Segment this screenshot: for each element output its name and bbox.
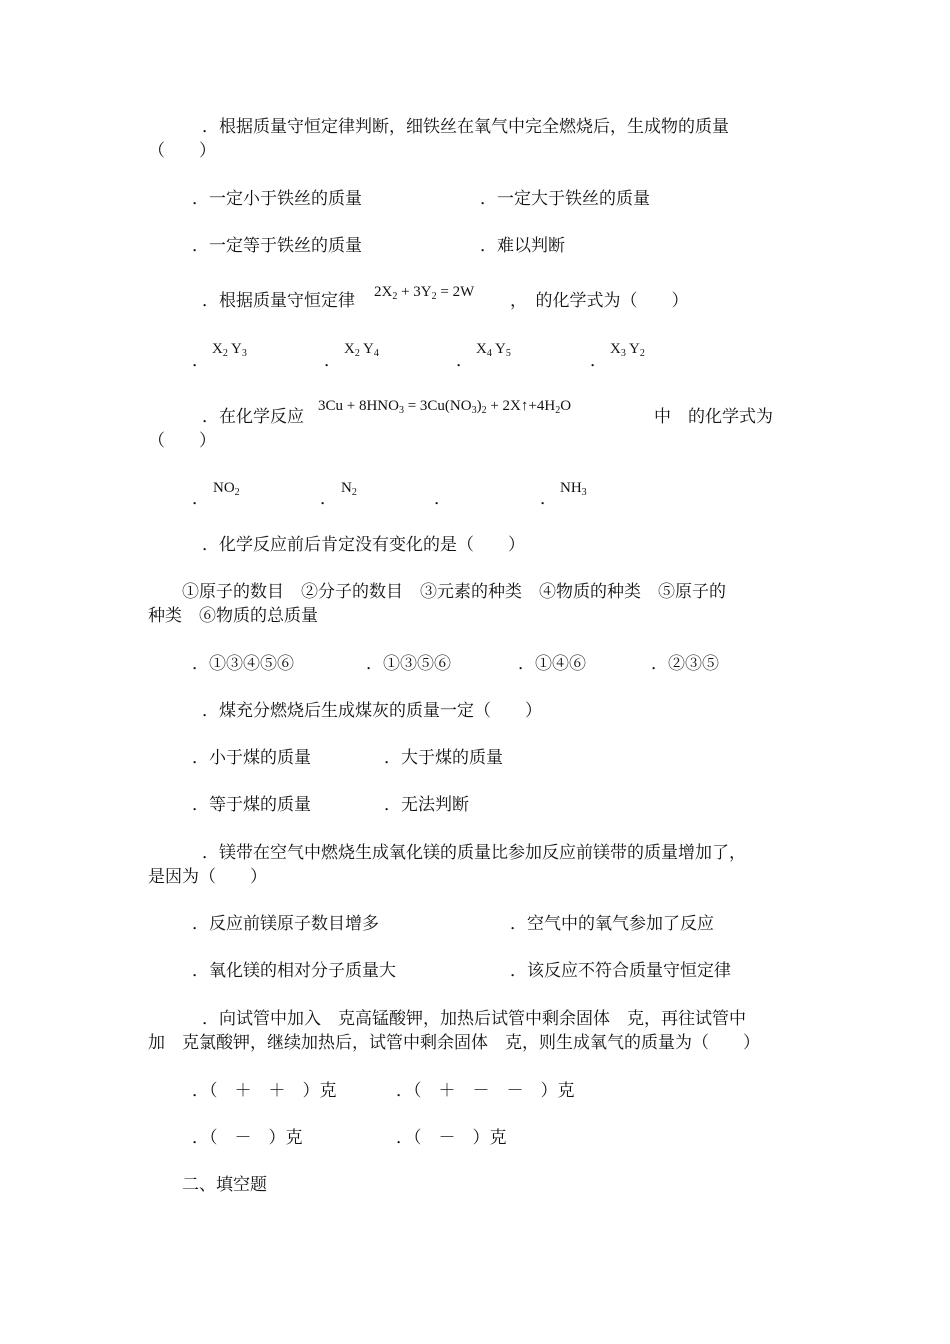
q5-option-c: ．等于煤的质量	[192, 795, 311, 815]
q1-option-c: ．一定等于铁丝的质量	[192, 236, 362, 256]
q2-stem-a: ．根据质量守恒定律	[202, 291, 355, 311]
q3-equation: $3Cu + 8HNO_3 = 3Cu(NO_3)_2$ + $2X↑+4H_2O$	[318, 398, 572, 416]
q2-option-b-formula: $X_2$ $Y_4$	[344, 341, 379, 359]
q2-option-d-formula: $X_3$ $Y_2$	[610, 341, 645, 359]
q5-stem: ．煤充分燃烧后生成煤灰的质量一定（ ）	[202, 701, 542, 721]
q6-stem: ．镁带在空气中燃烧生成氧化镁的质量比参加反应前镁带的质量增加了，	[202, 843, 746, 863]
q7-option-b: ．（ ＋ － － ）克	[396, 1081, 575, 1101]
q3-option-a: ．	[192, 489, 209, 509]
q1-option-a: ．一定小于铁丝的质量	[192, 189, 362, 209]
q3-option-a-formula: $NO_2$	[213, 480, 240, 498]
q3-stem-b: 中 的化学式为	[654, 407, 773, 427]
q2-option-a: ．	[192, 351, 209, 371]
q3-bracket: （ ）	[148, 431, 216, 451]
q3-option-b: ．	[320, 489, 337, 509]
q2-option-d: ．	[590, 351, 607, 371]
q4-items-line2: 种类 ⑥物质的总质量	[148, 606, 318, 626]
q6-option-d: ．该反应不符合质量守恒定律	[510, 961, 731, 981]
q4-option-a: ．①③④⑤⑥	[192, 654, 294, 674]
q6-stem-2: 是因为（ ）	[148, 867, 267, 887]
q5-option-b: ．大于煤的质量	[384, 748, 503, 768]
section-heading: 二、填空题	[182, 1175, 267, 1195]
q1-stem: ．根据质量守恒定律判断，细铁丝在氧气中完全燃烧后，生成物的质量	[202, 117, 729, 137]
q7-option-c: ．（ － ）克	[192, 1128, 303, 1148]
q3-option-d: ．	[540, 489, 557, 509]
q3-option-c: ．	[434, 489, 451, 509]
q4-items-line1: ①原子的数目 ②分子的数目 ③元素的种类 ④物质的种类 ⑤原子的	[182, 582, 726, 602]
q1-option-b: ．一定大于铁丝的质量	[480, 189, 650, 209]
q7-option-d: ．（ － ）克	[396, 1128, 507, 1148]
q6-option-a: ．反应前镁原子数目增多	[192, 914, 379, 934]
q4-option-b: ．①③⑤⑥	[366, 654, 451, 674]
q4-option-d: ．②③⑤	[651, 654, 719, 674]
q3-stem-a: ．在化学反应	[202, 407, 304, 427]
q2-option-c-formula: $X_4$ $Y_5$	[476, 341, 511, 359]
q7-stem: ．向试管中加入 克高锰酸钾，加热后试管中剩余固体 克，再往试管中	[202, 1009, 746, 1029]
q2-option-b: ．	[324, 351, 341, 371]
q2-option-a-formula: $X_2$ $Y_3$	[212, 341, 247, 359]
q3-option-b-formula: $N_2$	[341, 480, 357, 498]
q5-option-a: ．小于煤的质量	[192, 748, 311, 768]
q7-stem-2: 加 克氯酸钾，继续加热后，试管中剩余固体 克，则生成氧气的质量为（ ）	[148, 1033, 760, 1053]
q2-equation: $2X_2 + 3Y_2 = 2W$	[374, 284, 475, 302]
q4-stem: ．化学反应前后肯定没有变化的是（ ）	[202, 535, 525, 555]
q2-option-c: ．	[456, 351, 473, 371]
q3-option-d-formula: $NH_3$	[560, 480, 587, 498]
q4-option-c: ．①④⑥	[518, 654, 586, 674]
q2-stem-b: ， 的化学式为（ ）	[510, 291, 689, 311]
q6-option-c: ．氧化镁的相对分子质量大	[192, 961, 396, 981]
q5-option-d: ．无法判断	[384, 795, 469, 815]
q1-bracket: （ ）	[148, 141, 216, 161]
q1-option-d: ．难以判断	[480, 236, 565, 256]
q6-option-b: ．空气中的氧气参加了反应	[510, 914, 714, 934]
q7-option-a: ．（ ＋ ＋ ）克	[192, 1081, 337, 1101]
